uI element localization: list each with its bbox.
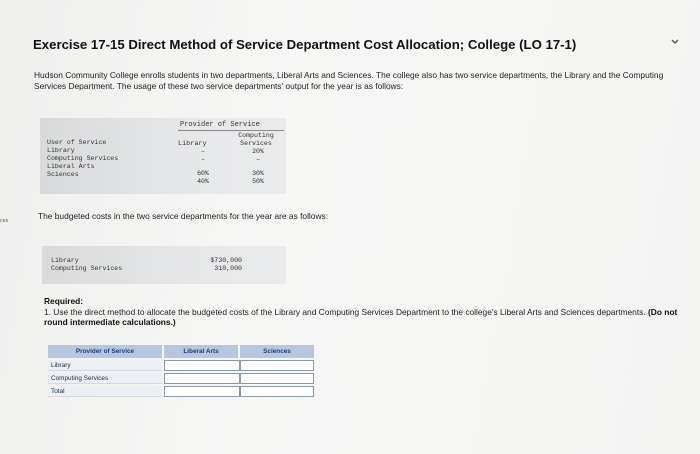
usage-row-liberal-arts: Liberal Arts <box>47 163 95 170</box>
answer-header-liberal-arts: Liberal Arts <box>164 345 238 358</box>
usage-cell-library-library: – <box>201 148 205 155</box>
answer-row-total: Total <box>48 386 162 397</box>
required-body: 1. Use the direct method to allocate the budgeted costs of the Library and Computing Services Department to the college's Liberal Arts and Sciences departments. <box>44 306 646 317</box>
chevron-down-icon[interactable] <box>671 39 679 45</box>
usage-header-user: User of Service <box>47 139 107 146</box>
usage-cell-sciences-library: 40% <box>197 178 209 185</box>
usage-cell-liberal-computing: 30% <box>252 170 264 177</box>
required-heading: Required: <box>44 296 84 306</box>
usage-cell-computing-computing: – <box>256 156 260 163</box>
answer-row-library: Library <box>48 360 162 371</box>
input-computing-sciences[interactable] <box>240 373 314 384</box>
input-total-sciences[interactable] <box>240 386 314 397</box>
budget-value-computing: 310,000 <box>214 265 242 272</box>
usage-cell-library-computing: 20% <box>252 148 264 155</box>
exercise-title: Exercise 17-15 Direct Method of Service Department Cost Allocation; College (LO 17-1) <box>33 37 577 52</box>
usage-header-rule <box>178 130 284 131</box>
intro-paragraph: Hudson Community College enrolls students in two departments, Liberal Arts and Sciences. The college also has two service departments, the Library and the Computing Services Department. The usage of these two service departments' output for the year is as follows: <box>34 70 664 91</box>
answer-row-computing: Computing Services <box>48 373 162 384</box>
budget-table-image <box>42 246 286 284</box>
usage-table-image <box>40 118 286 194</box>
budget-row-computing: Computing Services <box>51 265 123 272</box>
input-computing-liberal-arts[interactable] <box>164 373 240 384</box>
usage-row-library: Library <box>47 147 75 154</box>
usage-header-library: Library <box>178 140 207 148</box>
usage-cell-computing-library: – <box>201 156 205 163</box>
usage-row-sciences: Sciences <box>47 171 79 178</box>
usage-cell-liberal-library: 60% <box>197 170 209 177</box>
budget-value-library: $730,000 <box>210 257 242 264</box>
answer-header-sciences: Sciences <box>240 345 314 358</box>
budget-paragraph: The budgeted costs in the two service departments for the year are as follows: <box>38 211 329 221</box>
required-section <box>44 296 684 328</box>
required-note: (Do not round intermediate calculations.) <box>44 306 678 327</box>
usage-header-computing: Computing Services <box>238 132 274 147</box>
answer-table <box>48 345 314 403</box>
usage-row-computing: Computing Services <box>47 155 119 162</box>
input-total-liberal-arts[interactable] <box>164 386 240 397</box>
answer-header-provider: Provider of Service <box>48 345 162 358</box>
input-library-liberal-arts[interactable] <box>164 360 240 371</box>
usage-cell-sciences-computing: 50% <box>252 178 264 185</box>
side-tab-label[interactable]: ces <box>0 218 9 224</box>
input-library-sciences[interactable] <box>240 360 314 371</box>
budget-row-library: Library <box>51 257 79 264</box>
usage-header-provider: Provider of Service <box>180 121 260 129</box>
